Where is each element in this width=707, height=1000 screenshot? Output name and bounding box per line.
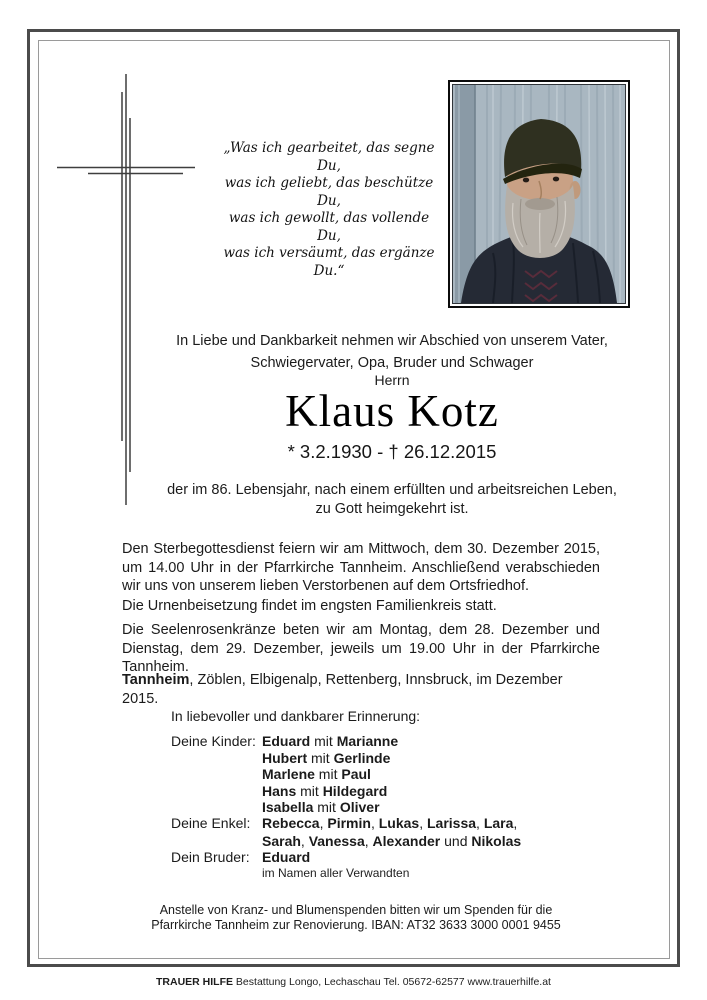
place-main: Tannheim xyxy=(122,672,190,688)
salutation: Herrn xyxy=(374,372,410,388)
rosary-paragraph: Die Seelenrosenkränze beten wir am Montag, dem 28. Dezember und Dienstag, dem 29. Dezember, jeweils um 19.00 Uhr in der Pfarrkirche Tannheim. xyxy=(122,622,600,676)
quote-line: was ich geliebt, das beschütze Du, xyxy=(224,175,434,209)
urn-burial-paragraph: Die Urnenbeisetzung findet im engsten Familienkreis statt. xyxy=(122,598,497,614)
places-date-line xyxy=(122,671,600,708)
funeral-home-name: TRAUER HILFE xyxy=(156,976,234,988)
intro-line-2: Schwiegervater, Opa, Bruder und Schwager xyxy=(250,355,534,371)
funeral-service-paragraph: Den Sterbegottesdienst feiern wir am Mittwoch, dem 30. Dezember 2015, um 14.00 Uhr in der Pfarrkirche Tannheim. Anschließend verabschieden wir uns von unserem lieben Verstorbenen auf dem Ortsfriedhof. xyxy=(122,541,600,595)
children-label: Deine Kinder: xyxy=(171,733,256,749)
deceased-name: Klaus Kotz xyxy=(285,386,499,436)
portrait-illustration xyxy=(453,85,625,303)
child-row: Hubert mit Gerlinde xyxy=(262,749,391,766)
quote-line: was ich gewollt, das vollende Du, xyxy=(228,210,430,244)
portrait-photo xyxy=(448,80,630,308)
child-row: Marlene mit Paul xyxy=(262,766,371,783)
brother-name: Eduard xyxy=(262,849,311,865)
brother-label: Dein Bruder: xyxy=(171,849,250,865)
children-list xyxy=(262,733,398,816)
funeral-home-details: Bestattung Longo, Lechaschau Tel. 05672-62577 www.trauerhilfe.at xyxy=(233,976,551,988)
grandchildren-row: Sarah, Vanessa, Alexander und Nikolas xyxy=(262,832,522,849)
intro-text xyxy=(122,330,662,374)
quote-line: „Was ich gearbeitet, das segne Du, xyxy=(223,140,435,174)
donation-line-1: Anstelle von Kranz- und Blumenspenden bitten wir um Spenden für die xyxy=(159,903,553,917)
child-row: Eduard mit Marianne xyxy=(262,733,399,749)
grandchildren-label: Deine Enkel: xyxy=(171,815,251,831)
life-line-2: zu Gott heimgekehrt ist. xyxy=(315,501,469,517)
child-row: Isabella mit Oliver xyxy=(262,799,380,816)
grandchildren-row: Rebecca, Pirmin, Lukas, Larissa, Lara, xyxy=(262,815,518,831)
remembrance-heading: In liebevoller und dankbarer Erinnerung: xyxy=(171,708,421,724)
grandchildren-list xyxy=(262,815,521,850)
memorial-quote xyxy=(218,140,440,280)
donation-note xyxy=(122,903,590,932)
intro-line-1: In Liebe und Dankbarkeit nehmen wir Abschied von unserem Vater, xyxy=(176,333,608,349)
life-line-1: der im 86. Lebensjahr, nach einem erfüllten und arbeitsreichen Leben, xyxy=(167,482,617,498)
child-row: Hans mit Hildegard xyxy=(262,782,388,799)
relatives-note: im Namen aller Verwandten xyxy=(262,866,410,880)
places-rest: , Zöblen, Elbigenalp, Rettenberg, Innsbruck, im Dezember 2015. xyxy=(122,672,563,707)
quote-line: was ich versäumt, das ergänze Du.“ xyxy=(223,245,435,279)
birth-death-dates: * 3.2.1930 - † 26.12.2015 xyxy=(287,441,497,462)
donation-line-2: Pfarrkirche Tannheim zur Renovierung. IBAN: AT32 3633 3000 0001 9455 xyxy=(151,917,561,932)
life-summary xyxy=(122,481,662,519)
funeral-home-footer xyxy=(0,976,707,988)
